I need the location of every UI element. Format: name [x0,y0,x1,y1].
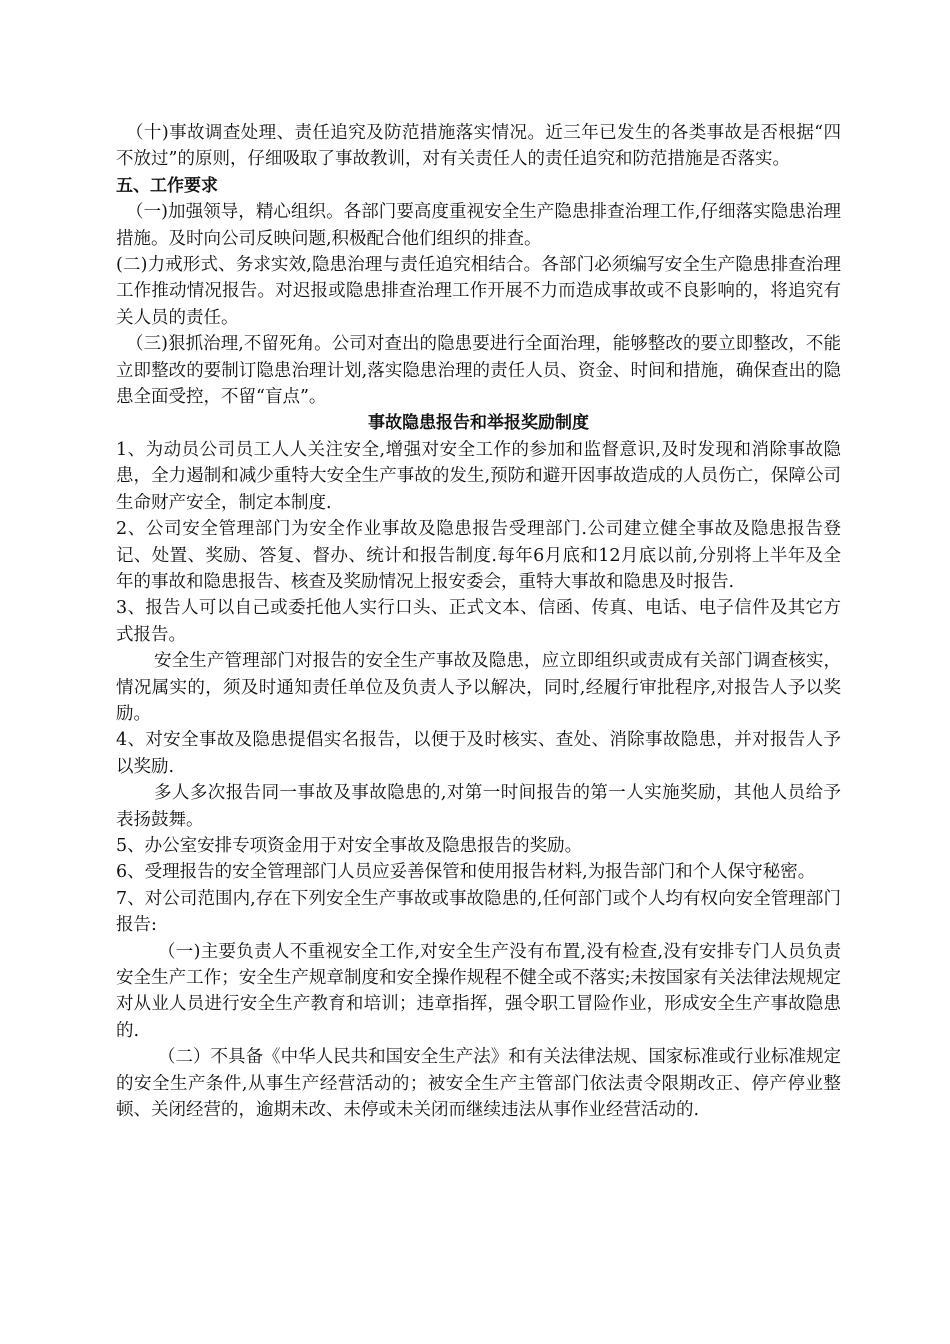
policy-item-5: 5、办公室安排专项资金用于对安全事故及隐患报告的奖励。 [116,835,583,856]
policy-item-3-sub: 安全生产管理部门对报告的安全生产事故及隐患，应立即组织或责成有关部门调查核实，情况属实的，须及时通知责任单位及负责人予以解决，同时,经履行审批程序,对报告人予以奖励。 [116,651,841,724]
policy-item-3: 3、报告人可以自己或委托他人实行口头、正式文本、信函、传真、电话、电子信件及其它方式报告。 [116,598,841,645]
requirement-2: (二)力戒形式、务求实效,隐患治理与责任追究相结合。各部门必须编写安全生产隐患排查治理工作推动情况报告。对迟报或隐患排查治理工作开展不力而造成事故或不良影响的，将追究有关人员的责任。 [116,255,841,328]
policy-title: 事故隐患报告和举报奖励制度 [368,413,589,434]
policy-item-6: 6、受理报告的安全管理部门人员应妥善保管和使用报告材料,为报告部门和个人保守秘密。 [116,862,816,883]
requirement-3: （三)狠抓治理,不留死角。公司对查出的隐患要进行全面治理，能够整改的要立即整改，不能立即整改的要制订隐患治理计划,落实隐患治理的责任人员、资金、时间和措施，确保查出的隐患全面受控，不留“盲点”。 [116,334,841,408]
requirement-1: （一)加强领导，精心组织。各部门要高度重视安全生产隐患排查治理工作,仔细落实隐患治理措施。及时向公司反映问题,积极配合他们组织的排查。 [116,202,841,249]
policy-item-7a: （一)主要负责人不重视安全工作,对安全生产没有布置,没有检查,没有安排专门人员负责安全生产工作；安全生产规章制度和安全操作规程不健全或不落实;未按国家有关法律法规规定对从业人员进行安全生产教育和培训；违章指挥，强令职工冒险作业，形成安全生产事故隐患的. [116,941,841,1041]
policy-item-4-sub: 多人多次报告同一事故及事故隐患的,对第一时间报告的第一人实施奖励，其他人员给予表扬鼓舞。 [116,783,841,830]
paragraph-ten: （十)事故调查处理、责任追究及防范措施落实情况。近三年已发生的各类事故是否根据“四不放过”的原则，仔细吸取了事故教训，对有关责任人的责任追究和防范措施是否落实。 [116,123,841,170]
policy-item-7: 7、对公司范围内,存在下列安全生产事故或事故隐患的,任何部门或个人均有权向安全管理部门报告: [116,888,841,936]
policy-item-4: 4、对安全事故及隐患提倡实名报告，以便于及时核实、查处、消除事故隐患，并对报告人予以奖励. [116,730,841,777]
policy-item-2: 2、公司安全管理部门为安全作业事故及隐患报告受理部门.公司建立健全事故及隐患报告登记、处置、奖励、答复、督办、统计和报告制度.每年6月底和12月底以前,分别将上半年及全年的事故和隐患报告、核查及奖励情况上报安委会，重特大事故和隐患及时报告. [116,519,841,592]
policy-item-1: 1、为动员公司员工人人关注安全,增强对安全工作的参加和监督意识,及时发现和消除事故隐患，全力遏制和减少重特大安全生产事故的发生,预防和避开因事故造成的人员伤亡，保障公司生命财产安全，制定本制度. [116,439,841,513]
document-page [116,120,841,1123]
section-five-heading: 五、工作要求 [116,175,218,196]
policy-item-7b: （二）不具备《中华人民共和国安全生产法》和有关法律法规、国家标准或行业标准规定的安全生产条件,从事生产经营活动的；被安全生产主管部门依法责令限期改正、停产停业整顿、关闭经营的，逾期未改、未停或未关闭而继续违法从事作业经营活动的. [116,1047,841,1121]
